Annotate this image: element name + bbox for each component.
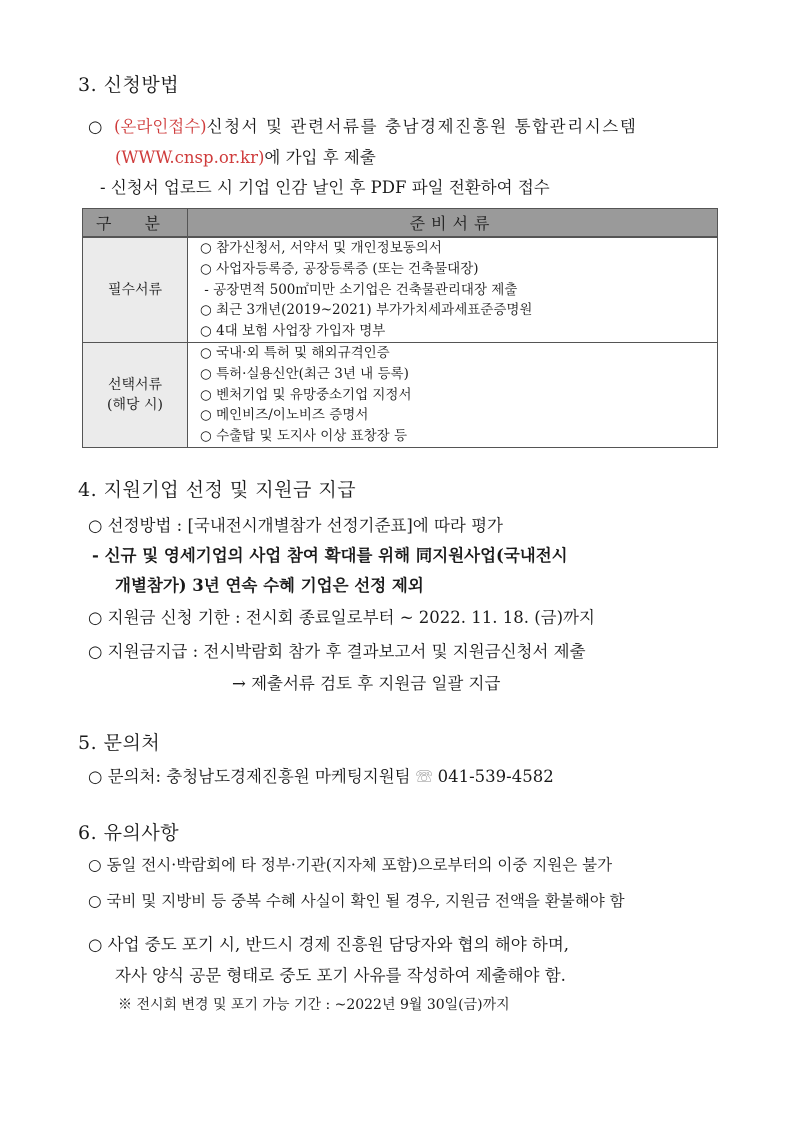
table-row-optional (83, 342, 718, 447)
row-label-optional: 선택서류 (해당 시) (83, 342, 188, 447)
s6-bullet-3-line-1: ○ 사업 중도 포기 시, 반드시 경제 진흥원 담당자와 협의 해야 하며, (88, 935, 570, 954)
list-item: ○ 특허·실용신안(최근 3년 내 등록) (200, 365, 409, 382)
s6-note: ※ 전시회 변경 및 포기 가능 기간 : ~2022년 9월 30일(금)까지 (118, 997, 510, 1013)
s4-sub-line-1: - 신규 및 영세기업의 사업 참여 확대를 위해 同지원사업(국내전시 (92, 546, 568, 565)
online-submission-label: (온라인접수) (114, 117, 207, 136)
list-item: - 공장면적 500㎡미만 소기업은 건축물관리대장 제출 (200, 281, 518, 298)
s3-bullet-1-line-2 (115, 144, 376, 168)
list-item: ○ 최근 3개년(2019~2021) 부가가치세과세표준증명원 (200, 302, 533, 319)
s4-bullet-payment-cont: → 제출서류 검토 후 지원금 일괄 지급 (232, 674, 501, 693)
list-item: ○ 4대 보험 사업장 가입자 명부 (200, 323, 386, 340)
section-3-heading: 3. 신청방법 (78, 74, 180, 96)
system-url-link[interactable]: (WWW.cnsp.or.kr) (115, 148, 265, 167)
table-header-documents: 준비서류 (188, 209, 718, 238)
s4-bullet-selection-method: ○ 선정방법 : [국내전시개별참가 선정기준표]에 따라 평가 (88, 516, 503, 535)
list-item: ○ 수출탑 및 도지사 이상 표창장 등 (200, 428, 408, 445)
table-header-category: 구 분 (83, 209, 188, 238)
phone-icon: ☏ (415, 767, 433, 786)
phone-number: 041-539-4582 (437, 767, 554, 786)
optional-items (188, 342, 718, 447)
s3-bullet-1-suffix: 에 가입 후 제출 (264, 148, 376, 167)
s5-contact-line (88, 763, 554, 787)
s4-bullet-deadline: ○ 지원금 신청 기한 : 전시회 종료일로부터 ~ 2022. 11. 18. (금)까지 (88, 608, 595, 627)
list-item: ○ 벤처기업 및 유망중소기업 지정서 (200, 386, 412, 403)
s3-sub-1: - 신청서 업로드 시 기업 인감 날인 후 PDF 파일 전환하여 접수 (100, 178, 550, 197)
list-item: ○ 메인비즈/이노비즈 증명서 (200, 407, 369, 424)
required-documents-table (82, 208, 718, 448)
s6-bullet-1: ○ 동일 전시·박람회에 타 정부·기관(지자체 포함)으로부터의 이중 지원은 불가 (88, 856, 613, 874)
table-row-required (83, 237, 718, 342)
list-item: ○ 참가신청서, 서약서 및 개인정보동의서 (200, 240, 442, 256)
s6-bullet-2: ○ 국비 및 지방비 등 중복 수혜 사실이 확인 될 경우, 지원금 전액을 환불해야 함 (88, 892, 625, 910)
circle-bullet-icon: ○ (88, 117, 103, 136)
list-item: ○ 국내·외 특허 및 해외규격인증 (200, 344, 390, 361)
section-4-heading: 4. 지원기업 선정 및 지원금 지급 (78, 479, 357, 501)
section-5-heading: 5. 문의처 (78, 732, 161, 754)
list-item: ○ 사업자등록증, 공장등록증 (또는 건축물대장) (200, 260, 479, 277)
s4-sub-line-2: 개별참가) 3년 연속 수혜 기업은 선정 제외 (115, 576, 424, 595)
s6-bullet-3-line-2: 자사 양식 공문 형태로 중도 포기 사유를 작성하여 제출해야 함. (115, 966, 566, 985)
required-items (188, 237, 718, 342)
section-6-heading: 6. 유의사항 (78, 822, 180, 844)
s3-bullet-1-line-1 (88, 113, 720, 137)
s3-bullet-1-text: 신청서 및 관련서류를 충남경제진흥원 통합관리시스템 (206, 117, 638, 136)
contact-text: ○ 문의처: 충청남도경제진흥원 마케팅지원팀 (88, 767, 411, 786)
row-label-required: 필수서류 (83, 237, 188, 342)
s4-bullet-payment: ○ 지원금지급 : 전시박람회 참가 후 결과보고서 및 지원금신청서 제출 (88, 642, 586, 661)
